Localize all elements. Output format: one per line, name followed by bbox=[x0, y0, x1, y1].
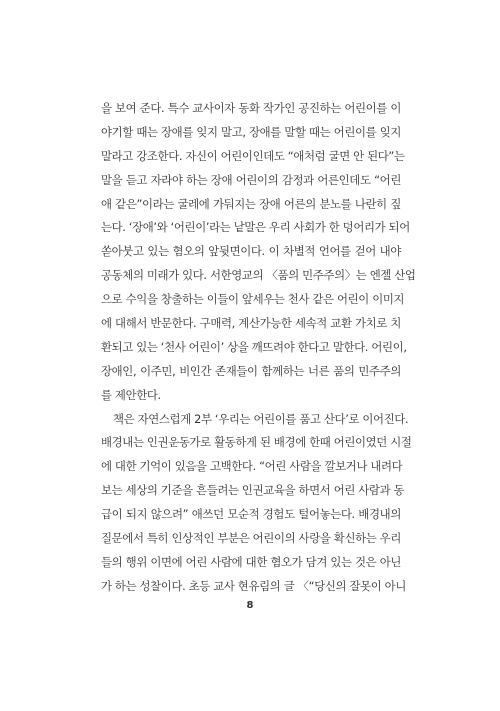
text-line: 배경내는 인권운동가로 활동하게 된 배경에 한때 어린이였던 시절 bbox=[101, 435, 412, 450]
paragraph-2 bbox=[101, 408, 412, 599]
text-line: 들의 행위 이면에 어린 사람에 대한 혐오가 담겨 있는 것은 아닌 bbox=[101, 554, 401, 569]
text-line: 에 대해서 반문한다. 구매력, 계산가능한 세속적 교환 가치로 치 bbox=[101, 316, 401, 331]
text-line: 를 제안한다. bbox=[101, 387, 161, 402]
text-line: 환되고 있는 ‘천사 어린이’ 상을 깨뜨려야 한다고 말한다. 어린이, bbox=[101, 339, 407, 354]
text-line: 말을 듣고 자라야 하는 장애 어린이의 감정과 어른인데도 “어린 bbox=[101, 172, 401, 187]
text-line: 보는 세상의 기준을 흔들려는 인권교육을 하면서 어린 사람과 동 bbox=[101, 483, 405, 498]
text-line: 장애인, 이주민, 비인간 존재들이 함께하는 너른 품의 민주주의 bbox=[101, 363, 401, 378]
text-line: 급이 되지 않으려” 애쓰던 모순적 경험도 털어놓는다. 배경내의 bbox=[101, 507, 401, 522]
text-line: 쏟아붓고 있는 혐오의 앞뒷면이다. 이 차별적 언어를 걷어 내야 bbox=[101, 244, 401, 259]
text-line: 말라고 강조한다. 자신이 어린이인데도 “애처럼 굴면 안 된다”는 bbox=[101, 148, 405, 163]
text-line: 는다. ‘장애’와 ‘어린이’라는 낱말은 우리 사회가 한 덩어리가 되어 bbox=[101, 220, 410, 235]
text-line: 으로 수익을 창출하는 이들이 앞세우는 천사 같은 어린이 이미지 bbox=[101, 292, 405, 307]
text-line: 야기할 때는 장애를 잊지 말고, 장애를 말할 때는 어린이를 잊지 bbox=[101, 124, 401, 139]
text-line: 책은 자연스럽게 2부 ‘우리는 어린이를 품고 산다’로 이어진다. bbox=[113, 411, 409, 426]
text-line: 공동체의 미래가 있다. 서한영교의 〈품의 민주주의〉는 엔젤 산업 bbox=[101, 268, 416, 283]
text-line: 애 같은”이라는 굴레에 가둬지는 장애 어른의 분노를 나란히 짚 bbox=[101, 196, 401, 211]
text-line: 에 대한 기억이 있음을 고백한다. “어린 사람을 깔보거나 내려다 bbox=[101, 459, 403, 474]
text-line: 질문에서 특히 인상적인 부분은 어린이의 사랑을 확신하는 우리 bbox=[101, 531, 401, 546]
page-number: 8 bbox=[246, 600, 254, 611]
text-line: 을 보여 준다. 특수 교사이자 동화 작가인 공진하는 어린이를 이 bbox=[101, 101, 401, 115]
text-line: 가 하는 성찰이다. 초등 교사 현유림의 글 〈“당신의 잘못이 아니 bbox=[101, 578, 406, 593]
body-text bbox=[101, 97, 416, 599]
paragraph-1 bbox=[101, 97, 416, 408]
